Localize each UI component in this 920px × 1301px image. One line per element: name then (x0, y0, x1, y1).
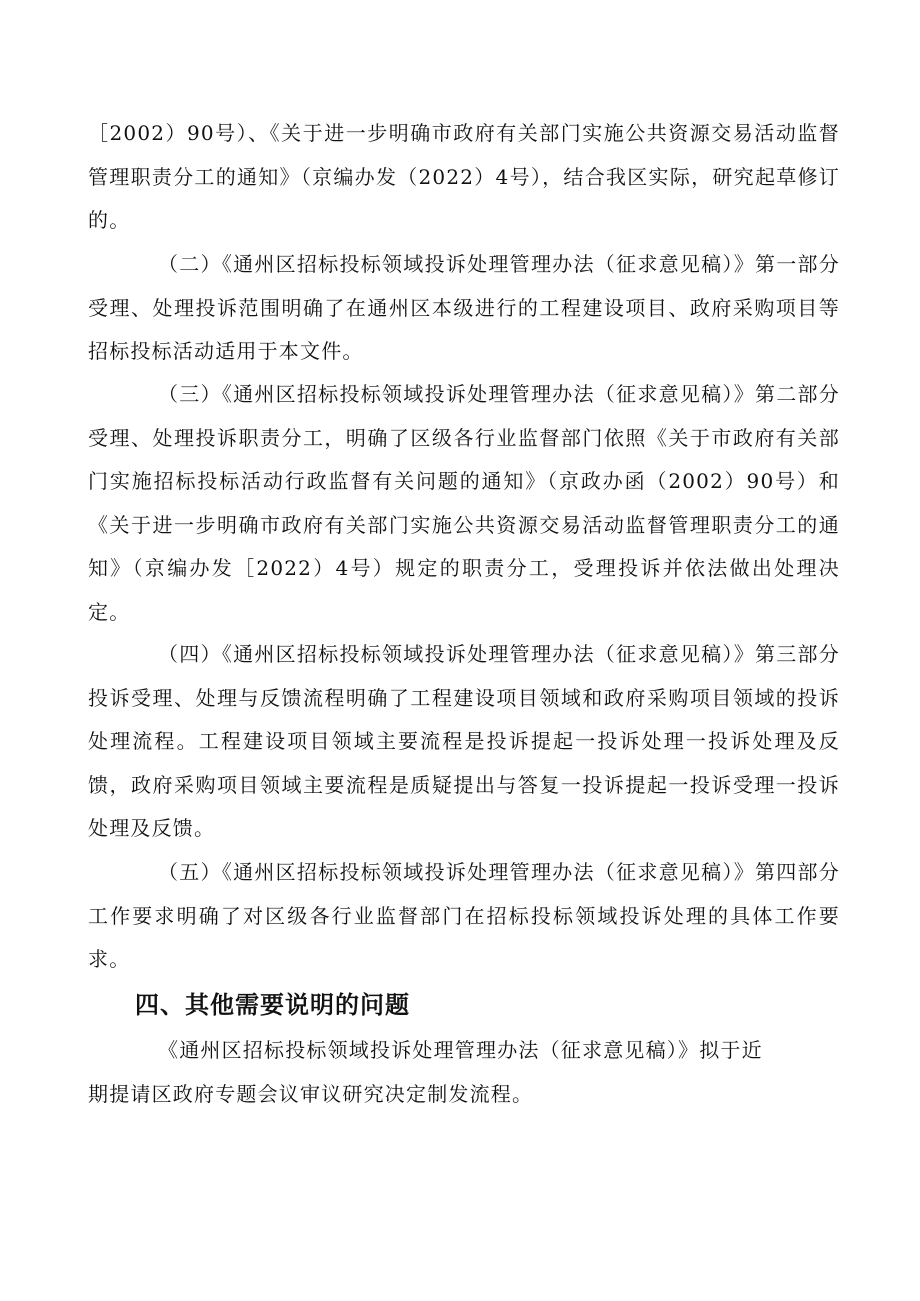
paragraph-section-4-body: 《通州区招标投标领域投诉处理管理办法（征求意见稿）》拟于近期提请区政府专题会议审议研究决定制发流程。 (88, 1038, 763, 1106)
paragraph-item-4: （四）《通州区招标投标领域投诉处理管理办法（征求意见稿）》第三部分投诉受理、处理与反馈流程明确了工程建设项目领域和政府采购项目领域的投诉处理流程。工程建设项目领域主要流程是投诉提起一投诉处理一投诉处理及反馈，政府采购项目领域主要流程是质疑提出与答复一投诉提起一投诉受理一投诉处理及反馈。 (88, 642, 840, 840)
paragraph-intro-continuation: ［2002）90号）、《关于进一步明确市政府有关部门实施公共资源交易活动监督管理职责分工的通知》（京编办发（2022）4号），结合我区实际，研究起草修订的。 (88, 121, 840, 232)
paragraph-item-3: （三）《通州区招标投标领域投诉处理管理办法（征求意见稿）》第二部分受理、处理投诉职责分工，明确了区级各行业监督部门依照《关于市政府有关部门实施招标投标活动行政监督有关问题的通知》（京政办函（2002）90号）和《关于进一步明确市政府有关部门实施公共资源交易活动监督管理职责分工的通知》（京编办发［2022）4号）规定的职责分工，受理投诉并依法做出处理决定。 (88, 382, 840, 624)
paragraph-item-5: （五）《通州区招标投标领域投诉处理管理办法（征求意见稿）》第四部分工作要求明确了对区级各行业监督部门在招标投标领域投诉处理的具体工作要求。 (88, 860, 840, 971)
paragraph-item-2: （二）《通州区招标投标领域投诉处理管理办法（征求意见稿）》第一部分受理、处理投诉范围明确了在通州区本级进行的工程建设项目、政府采购项目等招标投标活动适用于本文件。 (88, 252, 840, 363)
section-heading-4: 四、其他需要说明的问题 (135, 991, 410, 1019)
